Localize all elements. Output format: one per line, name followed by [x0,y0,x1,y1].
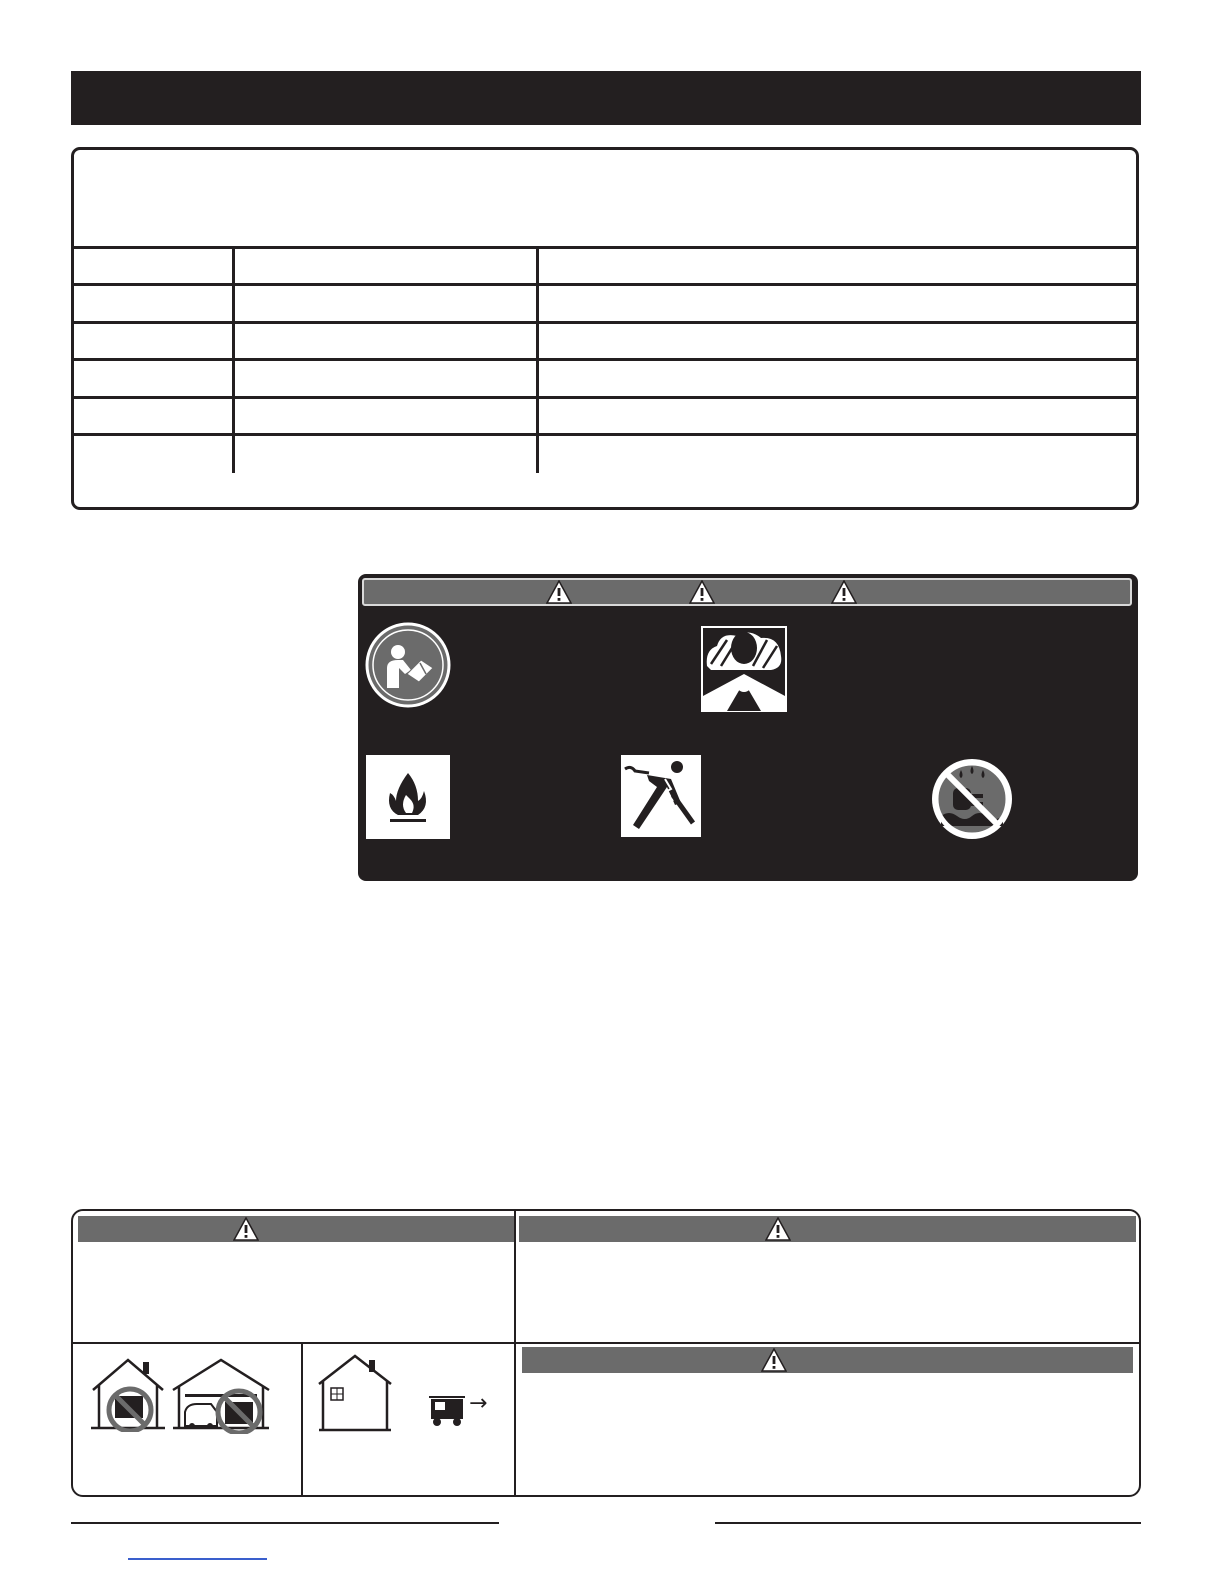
footer-link[interactable] [128,1558,267,1560]
flammable-fire-icon [366,755,450,839]
symbol-cell [74,324,235,358]
symbol-cell [74,399,235,433]
name-cell [235,361,539,395]
name-cell [235,249,539,283]
hazard-box [71,1209,1141,1497]
symbol-cell [74,286,235,320]
symbol-cell [74,436,235,473]
table-row [74,286,1136,323]
name-cell [235,399,539,433]
symbol-table [71,147,1139,510]
footer-rule-left [71,1522,499,1524]
name-cell [235,286,539,320]
table-row [74,361,1136,398]
warning-triangle-icon [765,1217,791,1241]
section-title-bar [71,71,1141,125]
right-warning-header [519,1216,1136,1242]
table-row [74,436,1136,473]
symbol-cell [74,361,235,395]
column-divider [514,1211,516,1497]
warning-panel [358,574,1138,881]
no-water-electric-icon [929,756,1015,842]
illustration-divider [301,1342,303,1497]
read-manual-icon [365,622,451,708]
warning-triangle-icon [761,1348,787,1372]
generator-inside-house-prohibited-icon [89,1356,167,1432]
name-cell [235,324,539,358]
name-cell [235,436,539,473]
toxic-fumes-icon [701,626,787,712]
house-icon [317,1352,397,1434]
lower-warning-header [522,1347,1133,1373]
warning-triangle-icon [831,580,857,604]
table-row [74,249,1136,286]
electric-shock-icon [619,753,703,839]
symbol-cell [74,249,235,283]
arrow-icon: → [469,1391,488,1416]
footer-rule-right [715,1522,1141,1524]
table-row [74,324,1136,361]
left-warning-header [78,1216,515,1242]
symbol-table-intro [74,150,1136,249]
generator-outdoors-icon [427,1393,467,1427]
warning-panel-header [362,578,1132,606]
table-row [74,399,1136,436]
warning-triangle-icon [233,1217,259,1241]
warning-triangle-icon [689,580,715,604]
warning-triangle-icon [546,580,572,604]
generator-in-garage-prohibited-icon [171,1356,271,1434]
row-divider [73,1342,1141,1344]
